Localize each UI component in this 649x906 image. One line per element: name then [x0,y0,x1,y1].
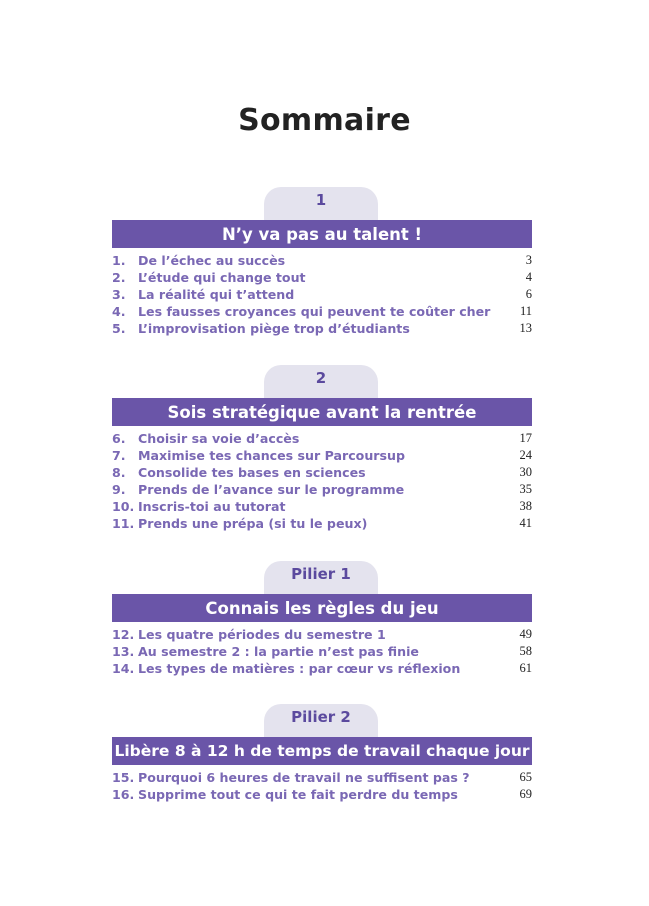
page-number: 58 [519,644,532,659]
toc-entry[interactable]: 7. Maximise tes chances sur Parcoursup 24 [112,448,532,464]
toc-list [112,769,532,803]
section-tab: Pilier 1 [264,561,378,594]
page-number: 13 [519,321,532,336]
section-heading: Sois stratégique avant la rentrée [112,398,532,426]
toc-list [112,430,532,533]
toc-entry[interactable]: 1. De l’échec au succès 3 [112,253,532,268]
section-heading: Libère 8 à 12 h de temps de travail chaque jour [112,737,532,765]
page-number: 69 [519,787,532,802]
toc-list [112,626,532,677]
page-title: Sommaire [238,103,411,138]
toc-list [112,252,532,337]
page-number: 38 [519,499,532,514]
page-number: 61 [519,661,532,676]
section-tab: Pilier 2 [264,704,378,737]
page-number: 4 [525,270,532,285]
page-number: 41 [519,516,532,531]
page-number: 11 [519,304,532,319]
toc-entry[interactable]: 10. Inscris-toi au tutorat 38 [112,499,532,515]
page-number: 30 [519,465,532,480]
section-heading: N’y va pas au talent ! [112,220,532,248]
toc-entry[interactable]: 9. Prends de l’avance sur le programme 35 [112,482,532,498]
toc-entry[interactable]: 4. Les fausses croyances qui peuvent te coûter cher 11 [112,304,532,320]
page-number: 65 [519,770,532,784]
toc-entry[interactable]: 6. Choisir sa voie d’accès 17 [112,431,532,446]
toc-entry[interactable]: 3. La réalité qui t’attend 6 [112,287,532,303]
page-number: 6 [525,287,532,302]
toc-entry[interactable]: 8. Consolide tes bases en sciences 30 [112,465,532,481]
page-number: 24 [519,448,532,463]
toc-entry[interactable]: 12. Les quatre périodes du semestre 1 49 [112,627,532,642]
toc-entry[interactable]: 16. Supprime tout ce qui te fait perdre du temps 69 [112,787,532,803]
toc-entry[interactable]: 14. Les types de matières : par cœur vs réflexion 61 [112,661,532,677]
page-number: 35 [519,482,532,497]
page-number: 17 [519,431,532,445]
toc-entry[interactable]: 5. L’improvisation piège trop d’étudiants 13 [112,321,532,337]
toc-entry[interactable]: 11. Prends une prépa (si tu le peux) 41 [112,516,532,532]
page-number: 49 [519,627,532,641]
toc-entry[interactable]: 13. Au semestre 2 : la partie n’est pas finie 58 [112,644,532,660]
section-tab: 1 [264,187,378,220]
toc-entry[interactable]: 2. L’étude qui change tout 4 [112,270,532,286]
toc-entry[interactable]: 15. Pourquoi 6 heures de travail ne suffisent pas ? 65 [112,770,532,785]
section-heading: Connais les règles du jeu [112,594,532,622]
section-tab: 2 [264,365,378,398]
page-number: 3 [525,253,532,267]
